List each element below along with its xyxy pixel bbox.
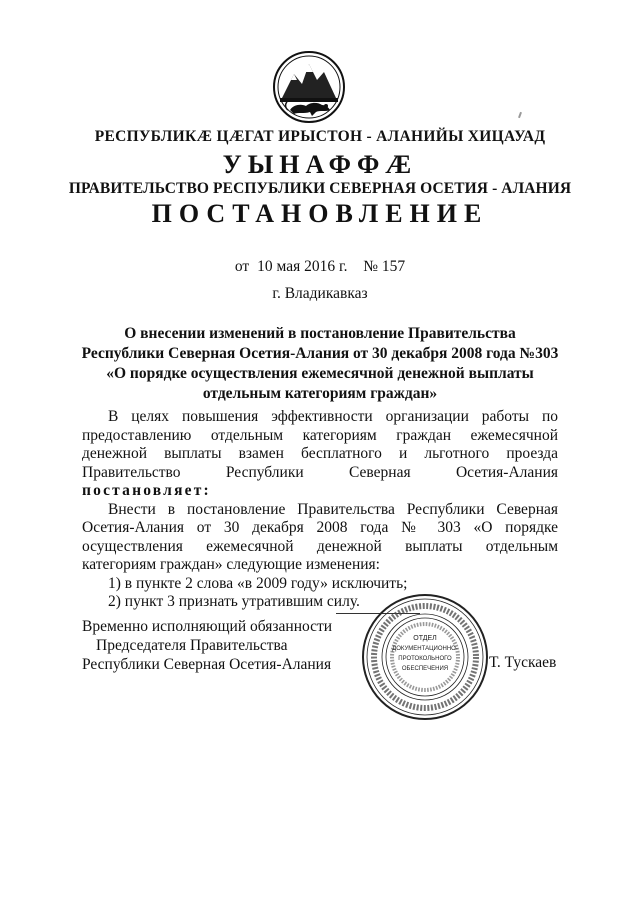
title-line-2: Республики Северная Осетия-Алания от 30 декабря 2008 года №303 xyxy=(81,345,559,362)
title-line-1: О внесении изменений в постановление Правительства xyxy=(124,325,516,342)
resolution-keyword: постановляет: xyxy=(82,482,211,499)
ossetian-decree-heading: УЫНАФФӔ xyxy=(222,150,418,179)
document-body xyxy=(82,408,558,612)
document-type-heading: ПОСТАНОВЛЕНИЕ xyxy=(151,199,489,228)
preamble-text: В целях повышения эффективности организации работы по предоставлению отдельным категориям граждан ежемесячной денежной выплаты взамен бесплатного и льготного проезда Правительство Республики Северная Осетия-Алания xyxy=(82,408,558,481)
preamble-paragraph xyxy=(82,408,558,501)
document-city: г. Владикавказ xyxy=(272,285,368,302)
document-title xyxy=(60,324,580,404)
document-date-line xyxy=(0,258,640,276)
official-seal-stamp xyxy=(360,592,490,722)
document-number: № 157 xyxy=(363,258,406,275)
signatory-line-1: Временно исполняющий обязанности xyxy=(82,618,333,635)
signatory-name: Т. Тускаев xyxy=(489,654,557,671)
seal-text-3: ПРОТОКОЛЬНОГО xyxy=(398,656,452,662)
document-date: 10 мая 2016 г. xyxy=(257,258,348,275)
date-prefix: от xyxy=(234,258,250,275)
amendment-paragraph: Внести в постановление Правительства Республики Северная Осетия-Алания от 30 декабря 2008 года № 303 «О порядке осуществления ежемесячной денежной выплаты отдельным категориям граждан» следующие изменения: xyxy=(82,500,558,573)
ossetian-state-heading: РЕСПУБЛИКӔ ЦӔГАТ ИРЫСТОН - АЛАНИЙЫ ХИЦАУАД xyxy=(94,128,546,145)
signatory-line-2: Председателя Правительства xyxy=(96,637,288,654)
seal-text-4: ОБЕСПЕЧЕНИЯ xyxy=(401,666,449,672)
coat-of-arms-icon xyxy=(272,50,346,124)
amendment-item-1: 1) в пункте 2 слова «в 2009 году» исключить; xyxy=(108,574,408,592)
scan-speck xyxy=(518,112,522,118)
signatory-block xyxy=(82,617,332,674)
title-line-3: «О порядке осуществления ежемесячной денежной выплаты xyxy=(106,365,534,382)
signatory-line-3: Республики Северная Осетия-Алания xyxy=(82,656,332,673)
government-heading: ПРАВИТЕЛЬСТВО РЕСПУБЛИКИ СЕВЕРНАЯ ОСЕТИЯ - АЛАНИЯ xyxy=(68,180,572,197)
title-line-4: отдельным категориям граждан» xyxy=(202,385,438,402)
amendment-item-2: 2) пункт 3 признать утратившим силу. xyxy=(108,593,360,610)
seal-text-1: ОТДЕЛ xyxy=(413,635,437,642)
seal-text-2: ДОКУМЕНТАЦИОННО- xyxy=(392,646,458,652)
